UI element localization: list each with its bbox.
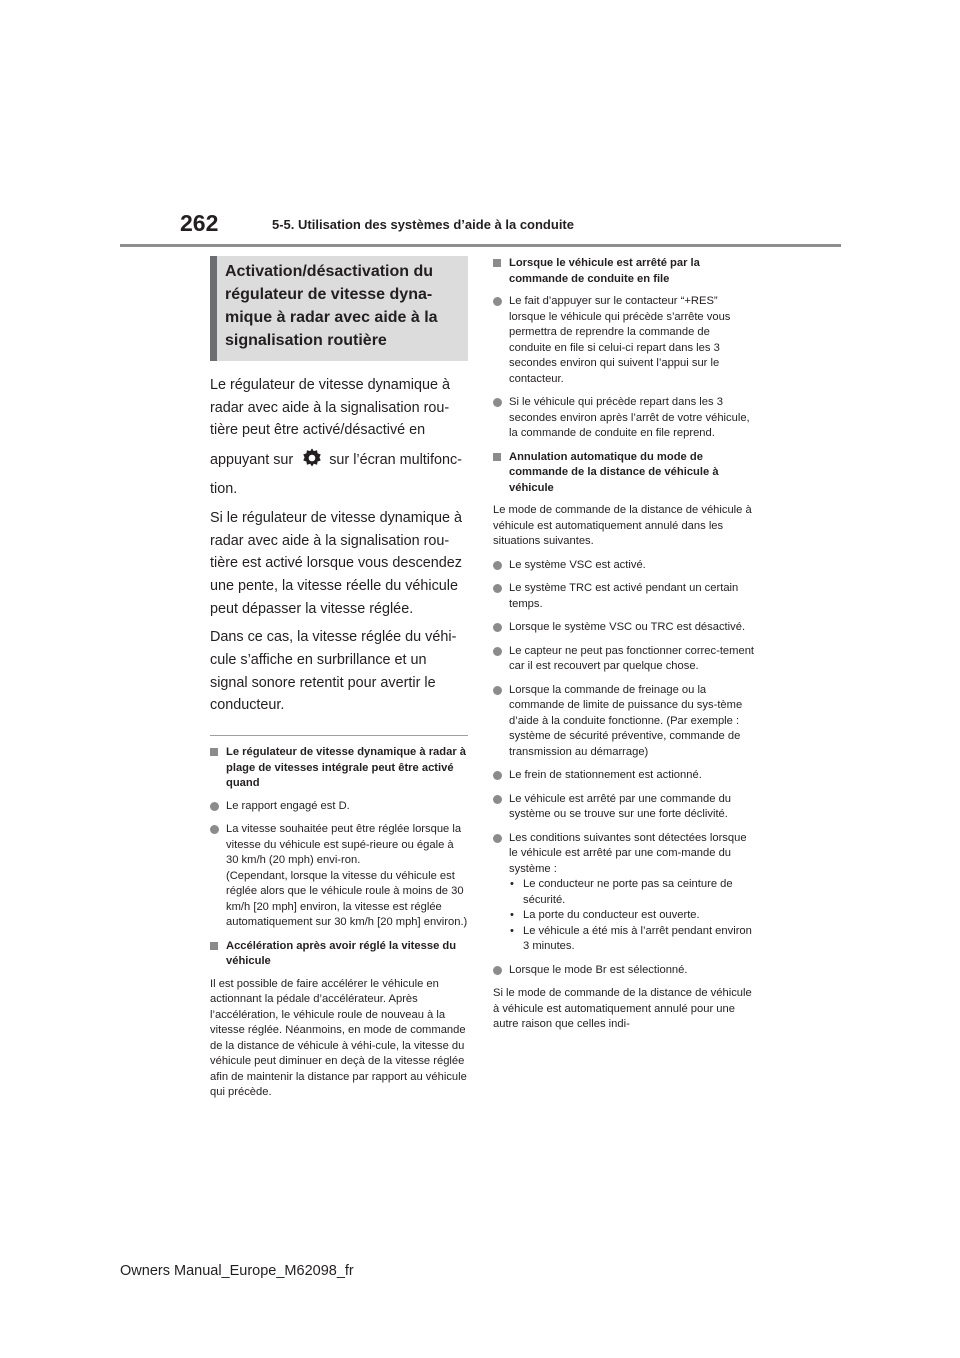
intro-text-b-after: sur l’écran multifonc- [329,452,462,469]
intro-text-b-before: appuyant sur [210,452,294,469]
subheading-auto-cancel: Annulation automatique du mode de commande de la distance de véhicule à véhicule [493,450,755,497]
bullet-res-switch: Le fait d’appuyer sur le contacteur “+RES” lorsque le véhicule qui précède s’arrête vous permettra de reprendre la commande de conduite en file si celui-ci repart dans les 3 secondes environ qui suivent l’appui sur le contacteur. [493,294,755,387]
page-number: 262 [180,210,219,236]
subheading-stop-follow: Lorsque le véhicule est arrêté par la commande de conduite en file [493,256,755,287]
bullet-sensor-covered: Le capteur ne peut pas fonctionner correc-tement car il est recouvert par quelque chose. [493,644,755,675]
subheading-acceleration: Accélération après avoir réglé la vitesse du véhicule [210,939,468,970]
intro-paragraph [210,374,468,501]
section-title: 5-5. Utilisation des systèmes d’aide à la conduite [272,217,574,232]
list-item: • La porte du conducteur est ouverte. [509,908,755,924]
footer-text: Owners Manual_Europe_M62098_fr [120,1263,354,1279]
bullet-speed-setting: La vitesse souhaitée peut être réglée lorsque la vitesse du véhicule est supé-rieure ou égale à 30 km/h (20 mph) envi-ron. (Cependant, lorsque la vitesse du véhicule est réglée alors que le véhicule roule à moins de 30 km/h [20 mph] environ, la vitesse est réglée automatiquement sur 30 km/h [20 mph] environ.) [210,822,468,931]
bullet-brake-control: Lorsque la commande de freinage ou la commande de limite de puissance du sys-tème d’aide à la conduite fonctionne. (Par exemple : système de sécurité préventive, commande de transmission au démarrage) [493,683,755,761]
bullet-auto-resume: Si le véhicule qui précède repart dans les 3 secondes environ après l’arrêt de votre véhicule, la commande de conduite en file reprend. [493,395,755,442]
subheading-activation-conditions: Le régulateur de vitesse dynamique à radar à plage de vitesses intégrale peut être activé quand [210,745,468,792]
intro-text-a: Le régulateur de vitesse dynamique à radar avec aide à la signalisation rou-tière peut être activé/désactivé en [210,377,450,439]
section-heading: Activation/désactivation du régulateur de vitesse dyna- mique à radar avec aide à la signalisation routière [210,256,468,361]
bullet-trc-active: Le système TRC est activé pendant un certain temps. [493,581,755,612]
paragraph-acceleration: Il est possible de faire accélérer le véhicule en actionnant la pédale d’accélérateur. Après l’accélération, le véhicule roule de nouveau à la vitesse réglée. Néanmoins, en mode de commande de la distance de véhicule à véhi-cule, la vitesse du véhicule peut diminuer en deçà de la vitesse réglée afin de maintenir la distance par rapport au véhicule qui précède. [210,977,467,1099]
bullet-vsc-active: Le système VSC est activé. [493,558,755,574]
list-item: • Le véhicule a été mis à l’arrêt pendant environ 3 minutes. [509,924,755,955]
bullet-br-mode: Lorsque le mode Br est sélectionné. [493,963,755,979]
bullet-gear-d: Le rapport engagé est D. [210,799,468,815]
divider [210,735,468,736]
intro-line-with-icon [210,442,468,478]
detected-conditions-text: Les conditions suivantes sont détectées lorsque le véhicule est arrêté par une com-mande du système : [509,831,747,875]
right-column [493,256,755,1041]
paragraph-other-reason: Si le mode de commande de la distance de véhicule à véhicule est automatiquement annulé pour une autre raison que celles indi- [493,987,752,1030]
bullet-vsc-trc-off: Lorsque le système VSC ou TRC est désactivé. [493,620,755,636]
bullet-parking-brake: Le frein de stationnement est actionné. [493,768,755,784]
intro-text-c: tion. [210,481,238,498]
paragraph-2: Si le régulateur de vitesse dynamique à radar avec aide à la signalisation rou-tière est activé lorsque vous descendez une pente, la vitesse réelle du véhicule peut dépasser la vitesse réglée. [210,509,462,617]
left-column [210,256,468,1109]
gear-icon [301,447,323,469]
detected-conditions-list [509,877,755,955]
header-rule [120,244,841,247]
bullet-detected-conditions [493,831,755,955]
paragraph-auto-cancel: Le mode de commande de la distance de véhicule à véhicule est automatiquement annulé dans les situations suivantes. [493,504,752,547]
bullet-steep-slope: Le véhicule est arrêté par une commande du système ou se trouve sur une forte déclivité. [493,792,755,823]
paragraph-3: Dans ce cas, la vitesse réglée du véhi-cule s’affiche en surbrillance et un signal sonore retentit pour avertir le conducteur. [210,629,457,714]
list-item: • Le conducteur ne porte pas sa ceinture de sécurité. [509,877,755,908]
